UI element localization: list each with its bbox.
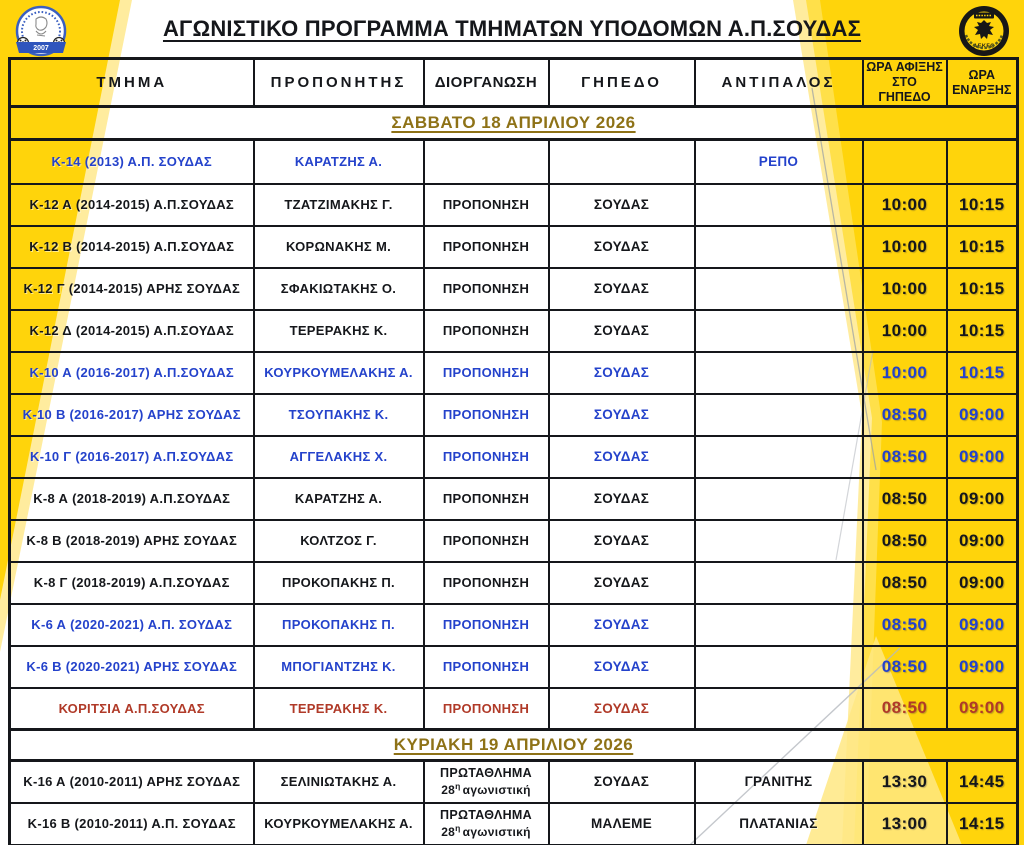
venue-cell [549, 140, 695, 184]
opponent-cell [695, 310, 863, 352]
team-cell: Κ-12 Α (2014-2015) Α.Π.ΣΟΥΔΑΣ [10, 184, 254, 226]
arrival-time-cell: 08:50 [863, 520, 947, 562]
competition-cell [424, 803, 549, 845]
arrival-time-cell: 08:50 [863, 394, 947, 436]
table-row [10, 310, 1018, 352]
opponent-cell [695, 268, 863, 310]
table-row [10, 352, 1018, 394]
table-row [10, 268, 1018, 310]
start-time-cell: 14:15 [947, 803, 1018, 845]
opponent-cell [695, 604, 863, 646]
venue-cell: ΣΟΥΔΑΣ [549, 520, 695, 562]
venue-cell: ΣΟΥΔΑΣ [549, 226, 695, 268]
col-header-start-time [947, 59, 1018, 107]
start-time-cell: 09:00 [947, 688, 1018, 730]
competition-cell: ΠΡΟΠΟΝΗΣΗ [424, 310, 549, 352]
coach-cell: ΠΡΟΚΟΠΑΚΗΣ Π. [254, 562, 424, 604]
table-row [10, 226, 1018, 268]
round-label: αγωνιστική [462, 824, 531, 839]
soudas-club-logo [10, 4, 74, 60]
crest-year-label: 2007 [33, 45, 49, 52]
team-cell: Κ-8 Β (2018-2019) ΑΡΗΣ ΣΟΥΔΑΣ [10, 520, 254, 562]
competition-cell: ΠΡΟΠΟΝΗΣΗ [424, 436, 549, 478]
competition-cell: ΠΡΟΠΟΝΗΣΗ [424, 352, 549, 394]
start-time-cell: 10:15 [947, 268, 1018, 310]
team-cell: Κ-8 Α (2018-2019) Α.Π.ΣΟΥΔΑΣ [10, 478, 254, 520]
col-header-team: ΤΜΗΜΑ [10, 59, 254, 107]
competition-cell: ΠΡΟΠΟΝΗΣΗ [424, 520, 549, 562]
team-cell: Κ-6 Β (2020-2021) ΑΡΗΣ ΣΟΥΔΑΣ [10, 646, 254, 688]
round-number: 28 [441, 824, 456, 839]
arrival-time-cell: 13:00 [863, 803, 947, 845]
page-title: ΑΓΩΝΙΣΤΙΚΟ ΠΡΟΓΡΑΜΜΑ ΤΜΗΜΑΤΩΝ ΥΠΟΔΟΜΩΝ Α.Π.ΣΟΥΔΑΣ [162, 16, 862, 41]
coach-cell: ΣΕΛΙΝΙΩΤΑΚΗΣ Α. [254, 761, 424, 803]
start-time-cell: 09:00 [947, 562, 1018, 604]
venue-cell: ΣΟΥΔΑΣ [549, 436, 695, 478]
table-row [10, 761, 1018, 803]
table-row [10, 478, 1018, 520]
start-time-cell: 10:15 [947, 352, 1018, 394]
coach-cell: ΚΑΡΑΤΖΗΣ Α. [254, 478, 424, 520]
aek-logo [952, 4, 1018, 60]
venue-cell: ΣΟΥΔΑΣ [549, 562, 695, 604]
col-header-arrival-line1: ΩΡΑ ΑΦΙΞΗΣ [866, 60, 943, 74]
arrival-time-cell: 10:00 [863, 268, 947, 310]
start-time-cell: 09:00 [947, 604, 1018, 646]
opponent-cell [695, 352, 863, 394]
team-cell: Κ-12 Γ (2014-2015) ΑΡΗΣ ΣΟΥΔΑΣ [10, 268, 254, 310]
opponent-cell [695, 394, 863, 436]
competition-cell [424, 761, 549, 803]
arrival-time-cell: 08:50 [863, 646, 947, 688]
opponent-cell [695, 436, 863, 478]
start-time-cell: 09:00 [947, 646, 1018, 688]
competition-cell: ΠΡΟΠΟΝΗΣΗ [424, 268, 549, 310]
col-header-start-line2: ΕΝΑΡΞΗΣ [952, 82, 1012, 97]
opponent-cell [695, 688, 863, 730]
opponent-cell [695, 226, 863, 268]
arrival-time-cell: 10:00 [863, 184, 947, 226]
competition-round [427, 824, 546, 839]
competition-cell: ΠΡΟΠΟΝΗΣΗ [424, 184, 549, 226]
arrival-time-cell: 10:00 [863, 226, 947, 268]
competition-cell: ΠΡΟΠΟΝΗΣΗ [424, 646, 549, 688]
start-time-cell: 09:00 [947, 520, 1018, 562]
table-row [10, 184, 1018, 226]
venue-cell: ΣΟΥΔΑΣ [549, 646, 695, 688]
coach-cell: ΜΠΟΓΙΑΝΤΖΗΣ Κ. [254, 646, 424, 688]
team-cell: Κ-16 Α (2010-2011) ΑΡΗΣ ΣΟΥΔΑΣ [10, 761, 254, 803]
opponent-cell: ΡΕΠΟ [695, 140, 863, 184]
arrival-time-cell: 10:00 [863, 352, 947, 394]
opponent-cell [695, 520, 863, 562]
opponent-cell: ΓΡΑΝΙΤΗΣ [695, 761, 863, 803]
venue-cell: ΣΟΥΔΑΣ [549, 268, 695, 310]
round-suffix: η [455, 822, 461, 833]
competition-cell: ΠΡΟΠΟΝΗΣΗ [424, 688, 549, 730]
competition-cell: ΠΡΟΠΟΝΗΣΗ [424, 478, 549, 520]
competition-cell: ΠΡΟΠΟΝΗΣΗ [424, 226, 549, 268]
start-time-cell: 10:15 [947, 226, 1018, 268]
arrival-time-cell: 10:00 [863, 310, 947, 352]
competition-cell: ΠΡΟΠΟΝΗΣΗ [424, 562, 549, 604]
competition-name: ΠΡΩΤΑΘΛΗΜΑ [440, 808, 532, 823]
team-cell: Κ-16 Β (2010-2011) Α.Π. ΣΟΥΔΑΣ [10, 803, 254, 845]
start-time-cell [947, 140, 1018, 184]
round-suffix: η [455, 780, 461, 791]
competition-cell: ΠΡΟΠΟΝΗΣΗ [424, 394, 549, 436]
opponent-cell: ΠΛΑΤΑΝΙΑΣ [695, 803, 863, 845]
team-cell: Κ-10 Β (2016-2017) ΑΡΗΣ ΣΟΥΔΑΣ [10, 394, 254, 436]
table-row [10, 520, 1018, 562]
date-banner-row [10, 107, 1018, 140]
coach-cell: ΚΟΥΡΚΟΥΜΕΛΑΚΗΣ Α. [254, 352, 424, 394]
venue-cell: ΣΟΥΔΑΣ [549, 394, 695, 436]
coach-cell: ΤΕΡΕΡΑΚΗΣ Κ. [254, 310, 424, 352]
date-banner-sunday: ΚΥΡΙΑΚΗ 19 ΑΠΡΙΛΙΟΥ 2026 [393, 735, 634, 754]
venue-cell: ΜΑΛΕΜΕ [549, 803, 695, 845]
table-row [10, 803, 1018, 845]
team-cell: Κ-10 Γ (2016-2017) Α.Π.ΣΟΥΔΑΣ [10, 436, 254, 478]
venue-cell: ΣΟΥΔΑΣ [549, 688, 695, 730]
arrival-time-cell: 13:30 [863, 761, 947, 803]
opponent-cell [695, 562, 863, 604]
arrival-time-cell: 08:50 [863, 604, 947, 646]
team-cell: ΚΟΡΙΤΣΙΑ Α.Π.ΣΟΥΔΑΣ [10, 688, 254, 730]
round-label: αγωνιστική [462, 782, 531, 797]
arrival-time-cell: 08:50 [863, 478, 947, 520]
team-cell: Κ-14 (2013) Α.Π. ΣΟΥΔΑΣ [10, 140, 254, 184]
col-header-arrival-time [863, 59, 947, 107]
coach-cell: ΤΣΟΥΠΑΚΗΣ Κ. [254, 394, 424, 436]
competition-cell [424, 140, 549, 184]
coach-cell: ΠΡΟΚΟΠΑΚΗΣ Π. [254, 604, 424, 646]
schedule-table [8, 57, 1019, 845]
coach-cell: ΤΖΑΤΖΙΜΑΚΗΣ Γ. [254, 184, 424, 226]
venue-cell: ΣΟΥΔΑΣ [549, 184, 695, 226]
column-header-row [10, 59, 1018, 107]
venue-cell: ΣΟΥΔΑΣ [549, 310, 695, 352]
table-row [10, 688, 1018, 730]
coach-cell: ΚΟΡΩΝΑΚΗΣ Μ. [254, 226, 424, 268]
competition-cell: ΠΡΟΠΟΝΗΣΗ [424, 604, 549, 646]
coach-cell: ΚΑΡΑΤΖΗΣ Α. [254, 140, 424, 184]
team-cell: Κ-8 Γ (2018-2019) Α.Π.ΣΟΥΔΑΣ [10, 562, 254, 604]
start-time-cell: 10:15 [947, 184, 1018, 226]
table-row [10, 562, 1018, 604]
opponent-cell [695, 478, 863, 520]
opponent-cell [695, 184, 863, 226]
venue-cell: ΣΟΥΔΑΣ [549, 761, 695, 803]
team-cell: Κ-12 Β (2014-2015) Α.Π.ΣΟΥΔΑΣ [10, 226, 254, 268]
round-number: 28 [441, 782, 456, 797]
arrival-time-cell: 08:50 [863, 436, 947, 478]
table-row [10, 646, 1018, 688]
start-time-cell: 09:00 [947, 394, 1018, 436]
col-header-venue: ΓΗΠΕΔΟ [549, 59, 695, 107]
opponent-cell [695, 646, 863, 688]
arrival-time-cell: 08:50 [863, 562, 947, 604]
col-header-start-line1: ΩΡΑ [968, 67, 995, 82]
col-header-competition: ΔΙΟΡΓΑΝΩΣΗ [424, 59, 549, 107]
table-row [10, 394, 1018, 436]
venue-cell: ΣΟΥΔΑΣ [549, 604, 695, 646]
table-row [10, 436, 1018, 478]
venue-cell: ΣΟΥΔΑΣ [549, 478, 695, 520]
col-header-opponent: ΑΝΤΙΠΑΛΟΣ [695, 59, 863, 107]
arrival-time-cell [863, 140, 947, 184]
team-cell: Κ-6 Α (2020-2021) Α.Π. ΣΟΥΔΑΣ [10, 604, 254, 646]
start-time-cell: 09:00 [947, 478, 1018, 520]
coach-cell: ΣΦΑΚΙΩΤΑΚΗΣ Ο. [254, 268, 424, 310]
coach-cell: ΤΕΡΕΡΑΚΗΣ Κ. [254, 688, 424, 730]
aek-label: AEKFC [973, 43, 995, 50]
competition-round [427, 782, 546, 797]
arrival-time-cell: 08:50 [863, 688, 947, 730]
coach-cell: ΚΟΛΤΖΟΣ Γ. [254, 520, 424, 562]
start-time-cell: 10:15 [947, 310, 1018, 352]
coach-cell: ΑΓΓΕΛΑΚΗΣ Χ. [254, 436, 424, 478]
table-row [10, 140, 1018, 184]
team-cell: Κ-12 Δ (2014-2015) Α.Π.ΣΟΥΔΑΣ [10, 310, 254, 352]
col-header-arrival-line2: ΣΤΟ ΓΗΠΕΔΟ [878, 75, 931, 104]
date-banner-saturday: ΣΑΒΒΑΤΟ 18 ΑΠΡΙΛΙΟΥ 2026 [391, 113, 636, 132]
competition-name: ΠΡΩΤΑΘΛΗΜΑ [440, 766, 532, 781]
col-header-coach: ΠΡΟΠΟΝΗΤΗΣ [254, 59, 424, 107]
coach-cell: ΚΟΥΡΚΟΥΜΕΛΑΚΗΣ Α. [254, 803, 424, 845]
team-cell: Κ-10 Α (2016-2017) Α.Π.ΣΟΥΔΑΣ [10, 352, 254, 394]
start-time-cell: 09:00 [947, 436, 1018, 478]
venue-cell: ΣΟΥΔΑΣ [549, 352, 695, 394]
start-time-cell: 14:45 [947, 761, 1018, 803]
table-row [10, 604, 1018, 646]
date-banner-row [10, 730, 1018, 761]
